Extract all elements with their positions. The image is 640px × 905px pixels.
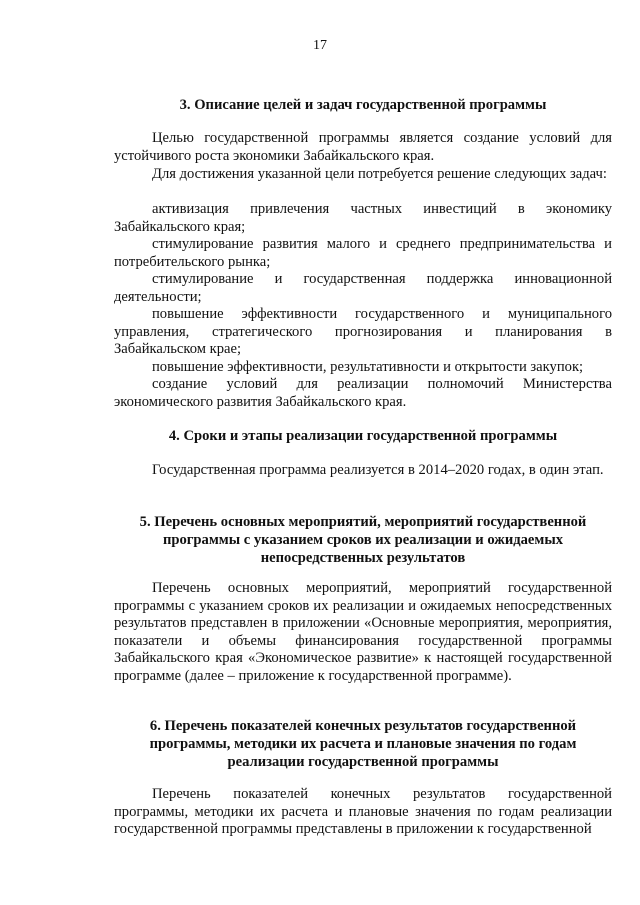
task-list-item: стимулирование развития малого и среднего предпринимательства и потребительского рынка; (114, 236, 612, 270)
task-list-item: создание условий для реализации полномочий Министерства экономического развития Забайкальского края. (114, 376, 612, 410)
task-list-item: повышение эффективности государственного и муниципального управления, стратегического прогнозирования и планирования в Забайкальском крае; (114, 306, 612, 358)
section-5-paragraph: Перечень основных мероприятий, мероприятий государственной программы с указанием сроков их реализации и ожидаемых непосредственных результатов представлен в приложении «Основные мероприятия, мероприятия, показатели и объемы финансирования государственной программы Забайкальского края «Экономическое развитие» к настоящей государственной программе (далее – приложение к государственной программе). (114, 580, 612, 684)
section-4-heading: 4. Сроки и этапы реализации государственной программы (168, 428, 558, 444)
section-3-heading: 3. Описание целей и задач государственной программы (179, 97, 547, 113)
task-list-item: стимулирование и государственная поддержка инновационной деятельности; (114, 271, 612, 305)
section-6-paragraph: Перечень показателей конечных результатов государственной программы, методики их расчета и плановые значения по годам реализации государственной программы представлены в приложении к государственной (114, 786, 612, 838)
section-4-paragraph: Государственная программа реализуется в 2014–2020 годах, в один этап. (152, 462, 604, 478)
task-list-item: повышение эффективности, результативности и открытости закупок; (152, 359, 584, 375)
section-6-heading: 6. Перечень показателей конечных результатов государственной программы, методики их расчета и плановые значения по годам реализации государственной программы (149, 718, 577, 770)
section-3-paragraph-goal: Целью государственной программы является создание условий для устойчивого роста экономики Забайкальского края. (114, 130, 612, 164)
page-number: 17 (313, 38, 327, 53)
task-list-item: активизация привлечения частных инвестиций в экономику Забайкальского края; (114, 201, 612, 235)
section-3-paragraph-tasks: Для достижения указанной цели потребуется решение следующих задач: (152, 166, 607, 182)
section-5-heading: 5. Перечень основных мероприятий, мероприятий государственной программы с указанием сроков их реализации и ожидаемых непосредственных результатов (139, 514, 587, 566)
